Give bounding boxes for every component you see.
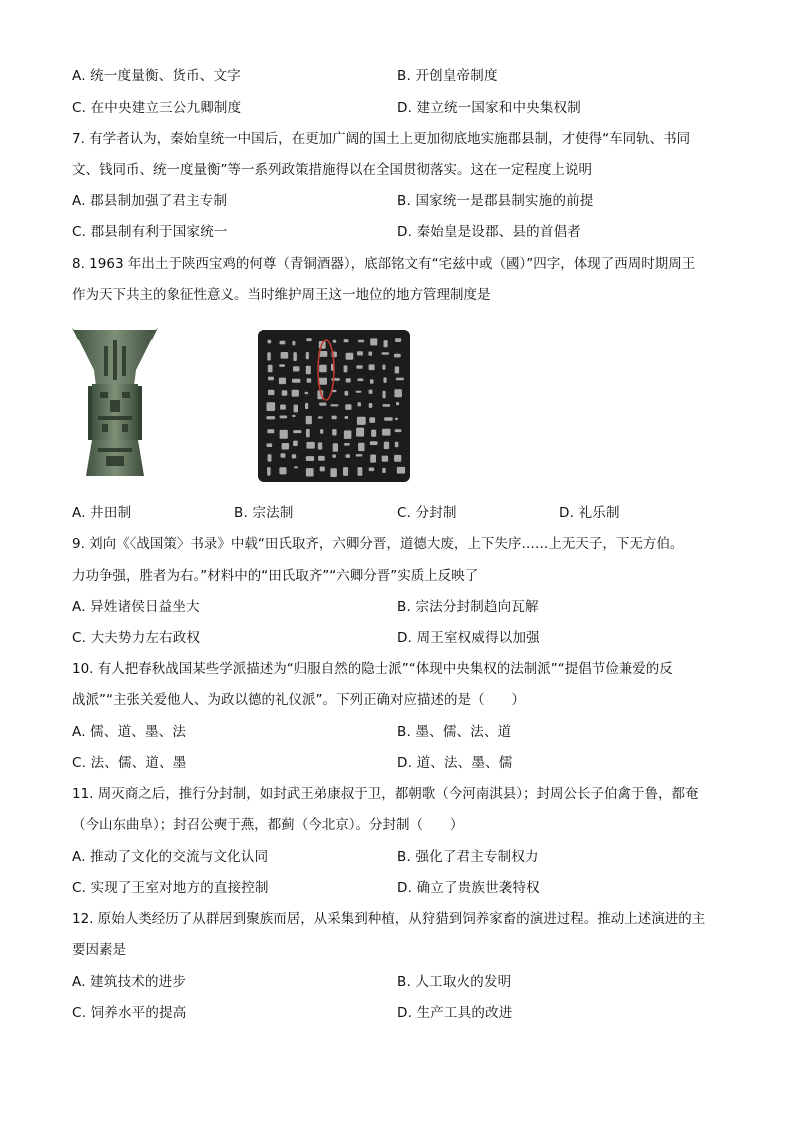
q8-option-c: C. 分封制 bbox=[397, 505, 457, 521]
q10-option-b: B. 墨、儒、法、道 bbox=[397, 724, 512, 740]
q7-option-a: A. 郡县制加强了君主专制 bbox=[72, 193, 228, 209]
q7-option-c: C. 郡县制有利于国家统一 bbox=[72, 224, 228, 240]
q6-option-c: C. 在中央建立三公九卿制度 bbox=[72, 100, 242, 116]
q8-option-b: B. 宗法制 bbox=[234, 505, 294, 521]
q8-stem-line-1: 8. 1963 年出土于陕西宝鸡的何尊（青铜酒器），底部铭文有“宅兹中或（國）”四字，体现了西周时期周王 bbox=[72, 256, 696, 272]
q12-stem-line-2: 要因素是 bbox=[72, 942, 126, 958]
q11-option-a: A. 推动了文化的交流与文化认同 bbox=[72, 849, 269, 865]
q10-stem-line-1: 10. 有人把春秋战国某些学派描述为“归服自然的隐士派”“体现中央集权的法制派”“提倡节俭兼爱的反 bbox=[72, 661, 673, 677]
q9-option-d: D. 周王室权威得以加强 bbox=[397, 630, 540, 646]
bronze-zun-vessel-image bbox=[72, 326, 158, 478]
q10-option-d: D. 道、法、墨、儒 bbox=[397, 755, 513, 771]
q8-option-d: D. 礼乐制 bbox=[559, 505, 620, 521]
q11-stem-line-2: （今山东曲阜）；封召公奭于燕，都蓟（今北京）。分封制（ ） bbox=[72, 817, 464, 833]
q9-option-a: A. 异姓诸侯日益坐大 bbox=[72, 599, 200, 615]
q11-option-d: D. 确立了贵族世袭特权 bbox=[397, 880, 540, 896]
q11-stem-line-1: 11. 周灭商之后，推行分封制，如封武王弟康叔于卫，都朝歌（今河南淇县）；封周公长子伯禽于鲁，都奄 bbox=[72, 786, 699, 802]
q12-option-b: B. 人工取火的发明 bbox=[397, 974, 512, 990]
q9-stem-line-1: 9. 刘向《〈战国策〉书录》中载“田氏取齐，六卿分晋，道德大废，上下失序……上无天子，下无方伯。 bbox=[72, 536, 684, 552]
q6-option-a: A. 统一度量衡、货币、文字 bbox=[72, 68, 241, 84]
q10-option-c: C. 法、儒、道、墨 bbox=[72, 755, 187, 771]
q7-option-b: B. 国家统一是郡县制实施的前提 bbox=[397, 193, 594, 209]
q9-option-c: C. 大夫势力左右政权 bbox=[72, 630, 201, 646]
q9-option-b: B. 宗法分封制趋向瓦解 bbox=[397, 599, 539, 615]
q12-stem-line-1: 12. 原始人类经历了从群居到聚族而居，从采集到种植，从狩猎到饲养家畜的演进过程。推动上述演进的主 bbox=[72, 911, 706, 927]
q10-stem-line-2: 战派”“主张关爱他人、为政以德的礼仪派”。下列正确对应描述的是（ ） bbox=[72, 692, 525, 708]
q12-option-c: C. 饲养水平的提高 bbox=[72, 1005, 187, 1021]
q8-stem-line-2: 作为天下共主的象征性意义。当时维护周王这一地位的地方管理制度是 bbox=[72, 287, 491, 303]
q7-stem-line-1: 7. 有学者认为，秦始皇统一中国后，在更加广阔的国土上更加彻底地实施郡县制，才使得“车同轨、书同 bbox=[72, 131, 691, 147]
q9-stem-line-2: 力功争强，胜者为右。”材料中的“田氏取齐”“六卿分晋”实质上反映了 bbox=[72, 568, 479, 584]
inscription-rubbing-image bbox=[258, 330, 410, 482]
q7-option-d: D. 秦始皇是设郡、县的首倡者 bbox=[397, 224, 581, 240]
q7-stem-line-2: 文、钱同币、统一度量衡”等一系列政策措施得以在全国贯彻落实。这在一定程度上说明 bbox=[72, 162, 592, 178]
q10-option-a: A. 儒、道、墨、法 bbox=[72, 724, 187, 740]
q6-option-d: D. 建立统一国家和中央集权制 bbox=[397, 100, 581, 116]
q12-option-d: D. 生产工具的改进 bbox=[397, 1005, 513, 1021]
q11-option-b: B. 强化了君主专制权力 bbox=[397, 849, 539, 865]
q12-option-a: A. 建筑技术的进步 bbox=[72, 974, 187, 990]
q11-option-c: C. 实现了王室对地方的直接控制 bbox=[72, 880, 269, 896]
q8-option-a: A. 井田制 bbox=[72, 505, 132, 521]
q6-option-b: B. 开创皇帝制度 bbox=[397, 68, 498, 84]
